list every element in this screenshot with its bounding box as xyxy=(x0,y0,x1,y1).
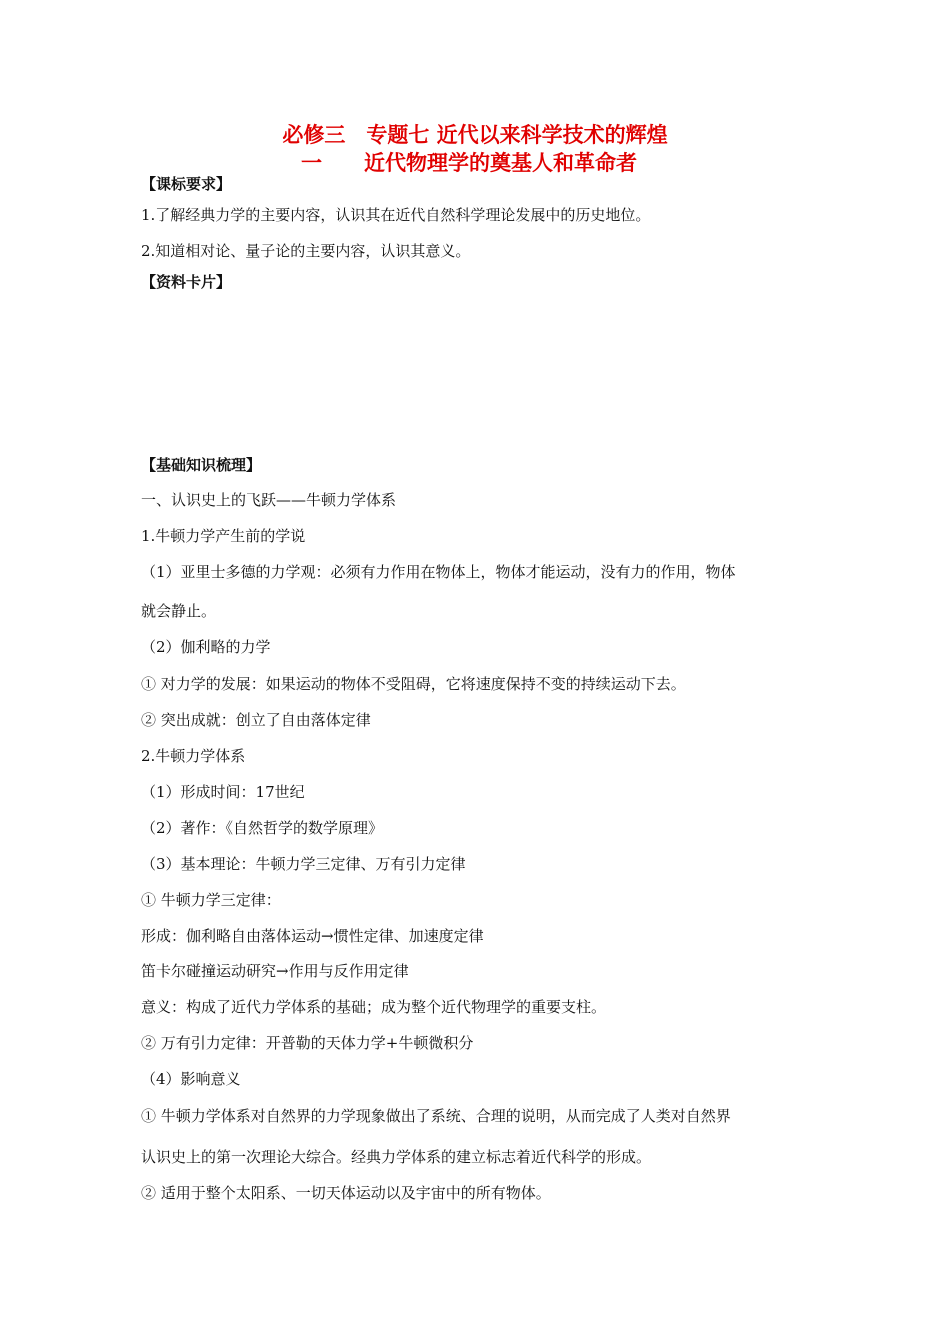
basics-line: 意义：构成了近代力学体系的基础；成为整个近代物理学的重要支柱。 xyxy=(141,998,607,1016)
basics-line: ② 突出成就：创立了自由落体定律 xyxy=(141,711,371,729)
basics-line: 就会静止。 xyxy=(141,602,217,620)
basics-line: （4）影响意义 xyxy=(141,1070,241,1088)
basics-line: 笛卡尔碰撞运动研究→作用与反作用定律 xyxy=(141,962,409,980)
basics-line: ② 适用于整个太阳系、一切天体运动以及宇宙中的所有物体。 xyxy=(141,1184,551,1202)
requirement-item: 2.知道相对论、量子论的主要内容，认识其意义。 xyxy=(141,242,471,260)
basics-line: （3）基本理论：牛顿力学三定律、万有引力定律 xyxy=(141,855,466,873)
basics-line: （1）形成时间：17世纪 xyxy=(141,783,305,801)
document-title: 必修三 专题七 近代以来科学技术的辉煌 xyxy=(282,123,668,147)
basics-line: ① 牛顿力学体系对自然界的力学现象做出了系统、合理的说明，从而完成了人类对自然界 xyxy=(141,1107,731,1125)
basics-line: ① 牛顿力学三定律： xyxy=(141,891,281,909)
basics-heading: 【基础知识梳理】 xyxy=(141,456,262,474)
basics-line: 认识史上的第一次理论大综合。经典力学体系的建立标志着近代科学的形成。 xyxy=(141,1148,652,1166)
basics-line: （2）著作：《自然哲学的数学原理》 xyxy=(141,819,384,837)
basics-line: 形成：伽利略自由落体运动→惯性定律、加速度定律 xyxy=(141,927,484,945)
basics-line: 1.牛顿力学产生前的学说 xyxy=(141,527,306,545)
basics-line: ② 万有引力定律：开普勒的天体力学+牛顿微积分 xyxy=(141,1034,474,1052)
card-heading: 【资料卡片】 xyxy=(141,273,232,291)
basics-line: （2）伽利略的力学 xyxy=(141,638,271,656)
basics-line: 2.牛顿力学体系 xyxy=(141,747,246,765)
document-subtitle: 一 近代物理学的奠基人和革命者 xyxy=(301,151,637,175)
requirement-item: 1.了解经典力学的主要内容，认识其在近代自然科学理论发展中的历史地位。 xyxy=(141,206,651,224)
requirements-heading: 【课标要求】 xyxy=(141,175,232,193)
basics-line: （1）亚里士多德的力学观：必须有力作用在物体上，物体才能运动，没有力的作用，物体 xyxy=(141,563,736,581)
basics-line: 一、认识史上的飞跃——牛顿力学体系 xyxy=(141,491,397,509)
basics-line: ① 对力学的发展：如果运动的物体不受阻碍，它将速度保持不变的持续运动下去。 xyxy=(141,675,686,693)
